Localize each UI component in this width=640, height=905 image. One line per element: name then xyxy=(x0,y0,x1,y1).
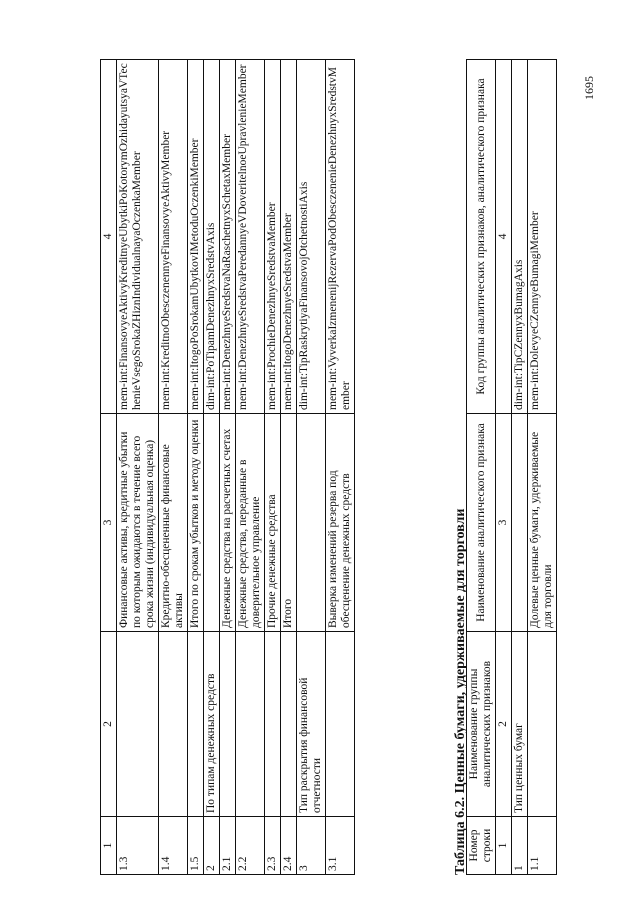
column-number: 2 xyxy=(496,632,512,817)
column-number: 1 xyxy=(496,817,512,875)
table-row xyxy=(265,60,281,875)
group-name xyxy=(117,632,159,817)
feature-code: mem-int:ProchieDenezhnyeSredstvaMember xyxy=(265,60,281,414)
feature-code: mem-int:FinansovyeAktivyKreditnyeUbytkiPoKotorymOzhidayutsyaVTechenieVsegoSrokaZHiznIndividualnayaOczenkaMember xyxy=(117,60,159,414)
group-name xyxy=(326,632,355,817)
group-name xyxy=(281,632,297,817)
analytics-table-continued xyxy=(100,59,355,875)
feature-name: Выверка изменений резерва под обесценение денежных средств xyxy=(326,414,355,632)
feature-name: Денежные средства на расчетных счетах xyxy=(220,414,236,632)
column-number: 1 xyxy=(101,817,117,875)
feature-name: Финансовые активы, кредитные убытки по которым ожидаются в течение всего срока жизни (индивидуальная оценка) xyxy=(117,414,159,632)
row-number: 1.5 xyxy=(188,817,204,875)
column-number: 3 xyxy=(496,414,512,632)
page-number: 1695 xyxy=(582,76,596,100)
feature-name: Прочие денежные средства xyxy=(265,414,281,632)
feature-code: mem-int:DolevyeCZennyeBumagiMember xyxy=(528,60,557,414)
column-header: Наименование аналитического признака xyxy=(467,414,496,632)
table-row xyxy=(281,60,297,875)
table-row xyxy=(188,60,204,875)
feature-code: dim-int:TipRaskrytiyaFinansovojOtchetnostiAxis xyxy=(297,60,326,414)
column-header-row xyxy=(467,60,496,875)
row-number: 3.1 xyxy=(326,817,355,875)
group-name xyxy=(528,632,557,817)
table-row xyxy=(297,60,326,875)
feature-code: mem-int:KreditnoObesczenennyeFinansovyeAktivyMember xyxy=(159,60,188,414)
table-row xyxy=(512,60,528,875)
row-number: 2.3 xyxy=(265,817,281,875)
column-number: 4 xyxy=(496,60,512,414)
feature-code: mem-int:ItogoDenezhnyeSredstvaMember xyxy=(281,60,297,414)
group-name xyxy=(159,632,188,817)
column-number: 4 xyxy=(101,60,117,414)
column-header: Номер строки xyxy=(467,817,496,875)
table-row xyxy=(236,60,265,875)
row-number: 2.1 xyxy=(220,817,236,875)
feature-name xyxy=(204,414,220,632)
group-name: По типам денежных средств xyxy=(204,632,220,817)
table-row xyxy=(220,60,236,875)
row-number: 2.4 xyxy=(281,817,297,875)
feature-name: Денежные средства, переданные в доверительное управление xyxy=(236,414,265,632)
group-name xyxy=(265,632,281,817)
table-title: Таблица 6.2. Ценные бумаги, удерживаемые для торговли xyxy=(453,508,468,875)
table-row xyxy=(204,60,220,875)
column-number-row xyxy=(101,60,117,875)
group-name xyxy=(220,632,236,817)
row-number: 2.2 xyxy=(236,817,265,875)
table-row xyxy=(117,60,159,875)
table-row xyxy=(528,60,557,875)
row-number: 1.1 xyxy=(528,817,557,875)
feature-name: Кредитно-обесцененные финансовые активы xyxy=(159,414,188,632)
column-header: Наименование группы аналитических признаков xyxy=(467,632,496,817)
group-name: Тип ценных бумаг xyxy=(512,632,528,817)
feature-code: mem-int:DenezhnyeSredstvaNaRaschetnyxSchetaxMember xyxy=(220,60,236,414)
group-name: Тип раскрытия финансовой отчетности xyxy=(297,632,326,817)
feature-name: Итого по срокам убытков и методу оценки xyxy=(188,414,204,632)
row-number: 1 xyxy=(512,817,528,875)
column-number: 3 xyxy=(101,414,117,632)
row-number: 1.4 xyxy=(159,817,188,875)
feature-name: Долевые ценные бумаги, удерживаемые для торговли xyxy=(528,414,557,632)
securities-table xyxy=(466,59,557,875)
table-row xyxy=(159,60,188,875)
feature-code: dim-int:PoTipamDenezhnyxSredstvAxis xyxy=(204,60,220,414)
row-number: 3 xyxy=(297,817,326,875)
table-row xyxy=(326,60,355,875)
column-header: Код группы аналитических признаков, аналитического признака xyxy=(467,60,496,414)
feature-name: Итого xyxy=(281,414,297,632)
feature-name xyxy=(512,414,528,632)
column-number-row xyxy=(496,60,512,875)
feature-code: mem-int:DenezhnyeSredstvaPeredannyeVDoveritelnoeUpravlenieMember xyxy=(236,60,265,414)
feature-code: mem-int:ItogoPoSrokamUbytkovIMetoduOczenkiMember xyxy=(188,60,204,414)
feature-code: mem-int:VyverkaIzmenenijRezervaPodObesczenenieDenezhnyxSredstvMember xyxy=(326,60,355,414)
column-number: 2 xyxy=(101,632,117,817)
group-name xyxy=(188,632,204,817)
row-number: 2 xyxy=(204,817,220,875)
feature-name xyxy=(297,414,326,632)
group-name xyxy=(236,632,265,817)
row-number: 1.3 xyxy=(117,817,159,875)
feature-code: dim-int:TipCZennyxBumagAxis xyxy=(512,60,528,414)
